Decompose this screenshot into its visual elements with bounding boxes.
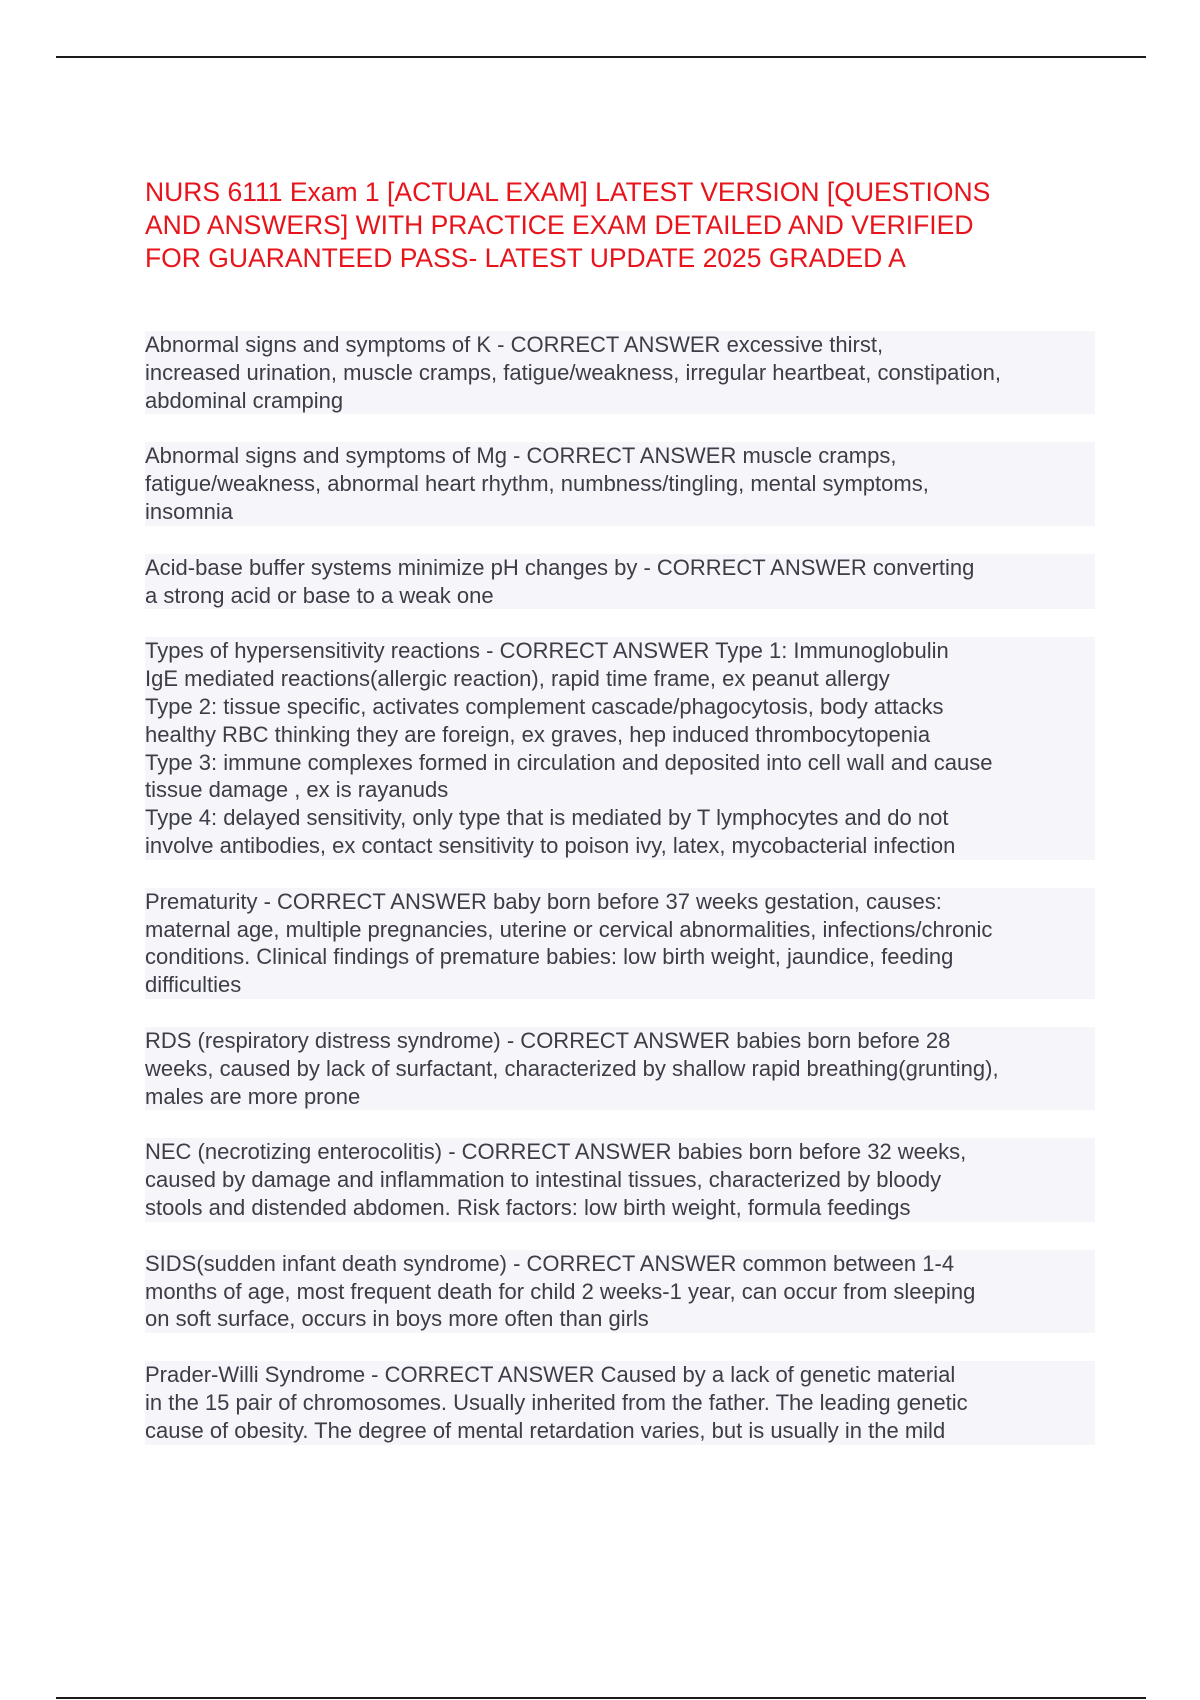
qa-item-acid-base: [145, 554, 1095, 610]
qa-separator: - CORRECT ANSWER: [365, 1362, 601, 1388]
qa-answer: Type 1: Immunoglobulin IgE mediated reactions(allergic reaction), rapid time frame, ex peanut allergy Type 2: tissue specific, activates complement cascade/phagocytosis, body attacks healthy RBC thinking they are foreign, ex graves, hep induced thrombocytopenia Type 3: immune complexes formed in circulation and deposited into cell wall and cause tissue damage , ex is rayanuds Type 4: delayed sensitivity, only type that is mediated by T lymphocytes and do not involve antibodies, ex contact sensitivity to poison ivy, latex, mycobacterial infection: [145, 638, 993, 858]
qa-answer: babies born before 28 weeks, caused by lack of surfactant, characterized by shallow rapid breathing(grunting), males are more prone: [145, 1027, 999, 1109]
qa-question: Types of hypersensitivity reactions: [145, 638, 481, 664]
qa-answer: baby born before 37 weeks gestation, causes: maternal age, multiple pregnancies, uterine or cervical abnormalities, infections/chronic conditions. Clinical findings of premature babies: low birth weight, jaundice, feeding difficulties: [145, 888, 993, 998]
qa-question: Acid-base buffer systems minimize pH changes by: [145, 554, 638, 580]
qa-separator: - CORRECT ANSWER: [442, 1139, 678, 1165]
qa-question: Abnormal signs and symptoms of K: [145, 332, 492, 357]
qa-question: SIDS(sudden infant death syndrome): [145, 1250, 507, 1276]
qa-list: [145, 331, 1095, 1473]
qa-item-rds: [145, 1027, 1095, 1110]
qa-item-sids: [145, 1250, 1095, 1333]
qa-item-potassium: [145, 331, 1095, 414]
qa-question: NEC (necrotizing enterocolitis): [145, 1139, 443, 1165]
qa-answer: muscle cramps, fatigue/weakness, abnormal heart rhythm, numbness/tingling, mental symptoms, insomnia: [145, 443, 929, 524]
qa-answer: Caused by a lack of genetic material in the 15 pair of chromosomes. Usually inherited from the father. The leading genetic cause of obesity. The degree of mental retardation varies, but is usually in the mild: [145, 1362, 968, 1443]
qa-answer: converting a strong acid or base to a weak one: [145, 554, 975, 608]
qa-item-nec: [145, 1138, 1095, 1221]
qa-separator: - CORRECT ANSWER: [257, 888, 493, 914]
qa-separator: - CORRECT ANSWER: [500, 1027, 737, 1053]
qa-answer: excessive thirst, increased urination, muscle cramps, fatigue/weakness, irregular heartbeat, constipation, abdominal cramping: [145, 332, 1002, 413]
qa-answer: common between 1-4 months of age, most frequent death for child 2 weeks-1 year, can occur from sleeping on soft surface, occurs in boys more often than girls: [145, 1250, 976, 1332]
document-title: NURS 6111 Exam 1 [ACTUAL EXAM] LATEST VERSION [QUESTIONS AND ANSWERS] WITH PRACTICE EXAM DETAILED AND VERIFIED FOR GUARANTEED PASS- LATEST UPDATE 2025 GRADED A: [145, 177, 991, 273]
qa-question: Prader-Willi Syndrome: [145, 1362, 366, 1388]
qa-separator: - CORRECT ANSWER: [506, 1250, 743, 1276]
qa-item-prader-willi: [145, 1361, 1095, 1444]
qa-question: Abnormal signs and symptoms of Mg: [145, 443, 507, 469]
qa-question: RDS (respiratory distress syndrome): [145, 1027, 501, 1053]
qa-separator: - CORRECT ANSWER: [506, 443, 743, 469]
qa-item-magnesium: [145, 442, 1095, 525]
qa-item-hypersensitivity: [145, 637, 1095, 859]
qa-separator: - CORRECT ANSWER: [637, 554, 873, 580]
qa-separator: - CORRECT ANSWER: [480, 638, 716, 664]
qa-answer: babies born before 32 weeks, caused by damage and inflammation to intestinal tissues, characterized by bloody stools and distended abdomen. Risk factors: low birth weight, formula feedings: [145, 1139, 967, 1220]
qa-question: Prematurity: [145, 888, 258, 914]
top-rule: [56, 56, 1146, 58]
qa-item-prematurity: [145, 888, 1095, 999]
qa-separator: - CORRECT ANSWER: [491, 332, 727, 357]
bottom-rule: [56, 1697, 1146, 1699]
